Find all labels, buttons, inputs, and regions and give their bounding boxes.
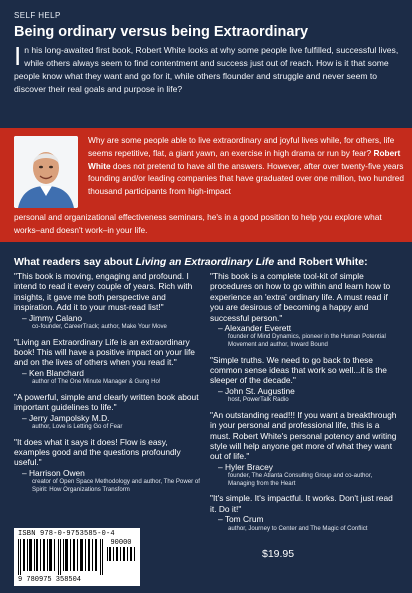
drop-cap: I (14, 41, 22, 71)
reviews-left-column (14, 271, 204, 499)
isbn-barcode (14, 528, 140, 586)
price-code-block (106, 539, 136, 561)
price-label: $19.95 (262, 548, 295, 560)
review-quote: "Simple truths. We need to go back to these common sense ideas that work so well...it is the sleeper of the decade." – John St. Augustine host, PowerTalk Radio (210, 354, 387, 404)
author-bio-lead: Why are some people able to live extraordinary and joyful lives while, for others, life seems repetitive, flat, a giant yawn, an exercise in high drama or run by fear? Robert White does not pretend to have all the answers. However, after over twenty-five years founding and/or leading companies that have graduated over one million, two hundred thousand participants from high-impact (88, 135, 404, 197)
reviews-right-column (210, 271, 400, 538)
review-quote: "This book is moving, engaging and profound. I intend to read it every couple of years. Rich with insights, it gave me both perspective and inspiration. Add it to your must-read list!" – Jimmy Calano co-founder, CareerTrack; author, Make Your Move (14, 271, 193, 331)
author-bio-continued: personal and organizational effectiveness seminars, he's in a good position to help you explore what works–and doesn't work–in your life. (14, 212, 382, 235)
cover-headline: Being ordinary versus being Extraordinary (14, 24, 309, 40)
intro-text: n his long-awaited first book, Robert White looks at why some people live fulfilled, successful lives, while others always seem to find contentment and success just out of reach. How is it that some people know what they want and go for it, while others flounder and struggle and never seem to discover their real goals and purpose in life? (14, 45, 399, 94)
header-section (0, 0, 412, 128)
review-quote: "This book is a complete tool-kit of simple procedures on how to go within and learn how to experience an 'extra' ordinary life. A must read if you are desirous of becoming a happy and successful person." – Alexander Everett founder of Mind Dynamics, pioneer in the Human Potential Movement and author, Inward Bound (210, 271, 391, 349)
review-quote: "A powerful, simple and clearly written book about important guidelines to life." – Jerry Jampolsky M.D. author, Love is Letting Go of Fear (14, 391, 199, 431)
isbn-label: ISBN 978-0-9753585-0-4 (18, 530, 115, 538)
review-quote: "An outstanding read!!! If you want a breakthrough in your personal and professional life, this is a must. Robert White's personal potency and writing style will help anyone get more of what they want out of life." – Hyler Bracey founder, The Atlanta Consulting Group and co-author, Managing from the Heart (210, 409, 397, 487)
review-quote: "Living an Extraordinary Life is an extraordinary book! This will have a positive impact on your life and on the lives of others when you read it." – Ken Blanchard author of The One Minute Manager & Gung Ho! (14, 336, 195, 386)
intro-paragraph (14, 41, 402, 96)
barcode-bars (18, 539, 104, 575)
price-code-label: 90000 (110, 539, 132, 547)
barcode-number: 9 780975 358504 (18, 576, 82, 584)
reviews-heading: What readers say about Living an Extraordinary Life and Robert White: (14, 256, 368, 268)
author-photo (14, 136, 78, 208)
category-label: SELF HELP (14, 11, 61, 20)
author-name: Robert White (88, 147, 401, 171)
price-code-bars (106, 547, 136, 561)
review-quote: "It does what it says it does! Flow is easy, examples good and the questions profoundly useful." – Harrison Owen creator of Open Space Methodology and author, The Power of Spirit: How Organizations Transform (14, 436, 200, 493)
review-quote: "It's simple. It's impactful. It works. Don't just read it. Do it!" – Tom Crum author, Journey to Center and The Magic of Conflict (210, 493, 393, 532)
